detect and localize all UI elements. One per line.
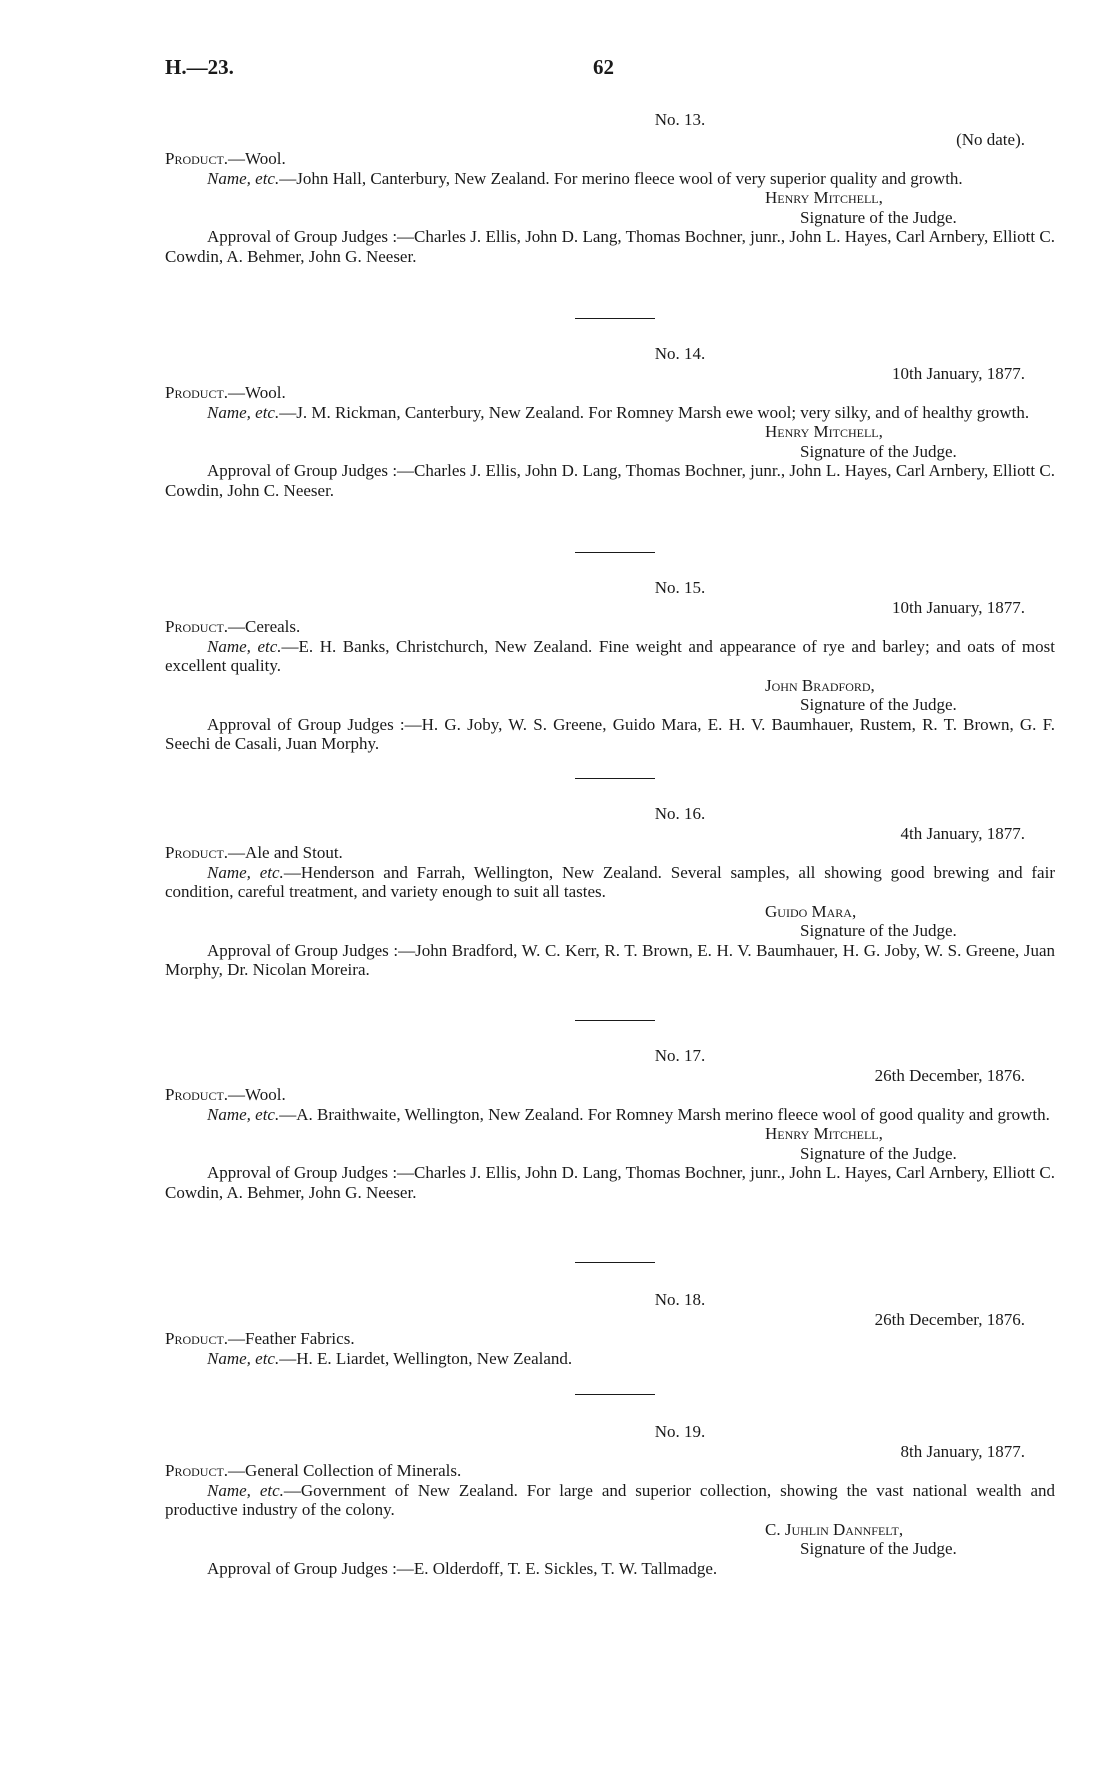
name-text: —Henderson and Farrah, Wellington, New Zealand. Several samples, all showing good brewing and fair condition, careful treatment, and variety enough to suit all tastes.: [165, 862, 1055, 901]
approval-label: Approval of Group Judges :—: [207, 940, 416, 960]
judge-name: C. Juhlin Dannfelt,: [765, 1519, 904, 1539]
judge-signature-label: Signature of the Judge.: [800, 695, 957, 714]
product-label: Product.—: [165, 1329, 246, 1348]
product-label: Product.—: [165, 617, 246, 636]
name-paragraph: [165, 169, 1055, 189]
product-value: General Collection of Minerals.: [245, 1461, 462, 1480]
name-paragraph: [165, 863, 1055, 902]
name-text: —Government of New Zealand. For large and superior collection, showing the vast national wealth and productive industry of the colony.: [165, 1480, 1055, 1519]
approval-paragraph: [165, 1559, 1055, 1579]
judge-name: Guido Mara,: [765, 901, 857, 921]
entry-date: (No date).: [956, 129, 1025, 149]
page-header: [165, 55, 1054, 86]
entry-date: 4th January, 1877.: [900, 823, 1025, 843]
entry-number: No. 13.: [654, 110, 706, 129]
product-value: Ale and Stout.: [245, 843, 343, 862]
entry-number: No. 15.: [654, 578, 706, 597]
name-paragraph: [165, 403, 1055, 423]
approval-label: Approval of Group Judges :—: [207, 461, 415, 480]
section-divider: [575, 1262, 655, 1263]
name-label: Name, etc.: [207, 636, 282, 656]
entry-number: No. 17.: [654, 1046, 706, 1065]
product-label: Product.—: [165, 383, 246, 402]
entry-17: [165, 1046, 1055, 1202]
approval-label: Approval of Group Judges :—: [207, 227, 415, 246]
name-text: —E. H. Banks, Christchurch, New Zealand. Fine weight and appearance of rye and barley; and oats of most excellent quality.: [165, 636, 1055, 675]
name-label: Name, etc.: [207, 1480, 284, 1500]
judge-signature-label: Signature of the Judge.: [800, 207, 957, 227]
name-label: Name, etc.: [207, 1348, 280, 1368]
name-paragraph: [165, 1105, 1055, 1125]
product-line: [165, 617, 1055, 637]
product-line: [165, 149, 1055, 169]
product-value: Wool.: [245, 1085, 286, 1104]
approval-paragraph: [165, 461, 1055, 500]
section-divider: [575, 778, 655, 779]
entry-date: 26th December, 1876.: [874, 1065, 1025, 1085]
document-reference: H.—23.: [165, 55, 234, 79]
product-line: [165, 1085, 1055, 1105]
entry-15: [165, 578, 1055, 754]
judge-signature-label: Signature of the Judge.: [800, 921, 957, 940]
entry-date: 8th January, 1877.: [900, 1441, 1025, 1461]
approval-judges: Charles J. Ellis, John D. Lang, Thomas Bochner, junr., John L. Hayes, Carl Arnbery, Elliott C. Cowdin, A. Behmer, John G. Neeser.: [165, 227, 1055, 266]
entry-number: No. 16.: [654, 804, 706, 823]
entry-18: [165, 1290, 1055, 1368]
name-label: Name, etc.: [207, 168, 280, 188]
name-label: Name, etc.: [207, 1104, 280, 1124]
judge-signature-label: Signature of the Judge.: [800, 441, 957, 461]
entry-date: 26th December, 1876.: [874, 1309, 1025, 1329]
section-divider: [575, 1394, 655, 1395]
name-text: —H. E. Liardet, Wellington, New Zealand.: [279, 1348, 573, 1368]
approval-label: Approval of Group Judges :—: [207, 1163, 415, 1182]
section-divider: [575, 318, 655, 319]
approval-judges: John Bradford, W. C. Kerr, R. T. Brown, E. H. V. Baumhauer, H. G. Joby, W. S. Greene, Juan Morphy, Dr. Nicolan Moreira.: [165, 940, 1055, 979]
product-label: Product.—: [165, 1085, 246, 1104]
approval-label: Approval of Group Judges :—: [207, 1558, 414, 1578]
section-divider: [575, 552, 655, 553]
entry-16: [165, 804, 1055, 980]
page-number: 62: [593, 55, 614, 79]
entry-14: [165, 344, 1055, 500]
name-text: —A. Braithwaite, Wellington, New Zealand. For Romney Marsh merino fleece wool of good quality and growth.: [279, 1104, 1050, 1124]
approval-judges: Charles J. Ellis, John D. Lang, Thomas Bochner, junr., John L. Hayes, Carl Arnbery, Elliott C. Cowdin, John C. Neeser.: [165, 461, 1055, 500]
approval-paragraph: [165, 227, 1055, 266]
judge-signature-label: Signature of the Judge.: [800, 1143, 957, 1163]
approval-paragraph: [165, 941, 1055, 980]
entry-date: 10th January, 1877.: [892, 597, 1025, 617]
approval-label: Approval of Group Judges :—: [207, 714, 422, 734]
entry-19: [165, 1422, 1055, 1578]
product-value: Wool.: [245, 383, 286, 402]
product-label: Product.—: [165, 1461, 246, 1480]
judge-name: John Bradford,: [765, 675, 875, 695]
entry-13: [165, 110, 1055, 266]
judge-name: Henry Mitchell,: [765, 1124, 883, 1143]
name-paragraph: [165, 1481, 1055, 1520]
entry-number: No. 19.: [654, 1422, 706, 1441]
product-line: [165, 383, 1055, 403]
name-paragraph: [165, 637, 1055, 676]
section-divider: [575, 1020, 655, 1021]
approval-judges: Charles J. Ellis, John D. Lang, Thomas Bochner, junr., John L. Hayes, Carl Arnbery, Elliott C. Cowdin, A. Behmer, John G. Neeser.: [165, 1163, 1055, 1202]
approval-judges: E. Olderdoff, T. E. Sickles, T. W. Tallmadge.: [413, 1558, 718, 1578]
entry-number: No. 14.: [654, 344, 706, 363]
product-line: [165, 1461, 1055, 1481]
product-value: Wool.: [245, 149, 286, 168]
entry-date: 10th January, 1877.: [892, 363, 1025, 383]
product-label: Product.—: [165, 843, 246, 862]
approval-paragraph: [165, 715, 1055, 754]
approval-paragraph: [165, 1163, 1055, 1202]
product-label: Product.—: [165, 149, 246, 168]
product-line: [165, 843, 1055, 863]
name-label: Name, etc.: [207, 402, 280, 422]
judge-name: Henry Mitchell,: [765, 422, 883, 441]
name-paragraph: [165, 1349, 1055, 1369]
product-line: [165, 1329, 1055, 1349]
judge-signature-label: Signature of the Judge.: [800, 1539, 957, 1558]
name-text: —J. M. Rickman, Canterbury, New Zealand. For Romney Marsh ewe wool; very silky, and of healthy growth.: [279, 402, 1030, 422]
product-value: Cereals.: [245, 617, 301, 636]
judge-name: Henry Mitchell,: [765, 188, 883, 207]
approval-judges: H. G. Joby, W. S. Greene, Guido Mara, E. H. V. Baumhauer, Rustem, R. T. Brown, G. F. Seechi de Casali, Juan Morphy.: [165, 714, 1055, 753]
name-text: —John Hall, Canterbury, New Zealand. For merino fleece wool of very superior quality and growth.: [279, 168, 963, 188]
entry-number: No. 18.: [654, 1290, 706, 1309]
name-label: Name, etc.: [207, 862, 284, 882]
product-value: Feather Fabrics.: [245, 1329, 355, 1348]
